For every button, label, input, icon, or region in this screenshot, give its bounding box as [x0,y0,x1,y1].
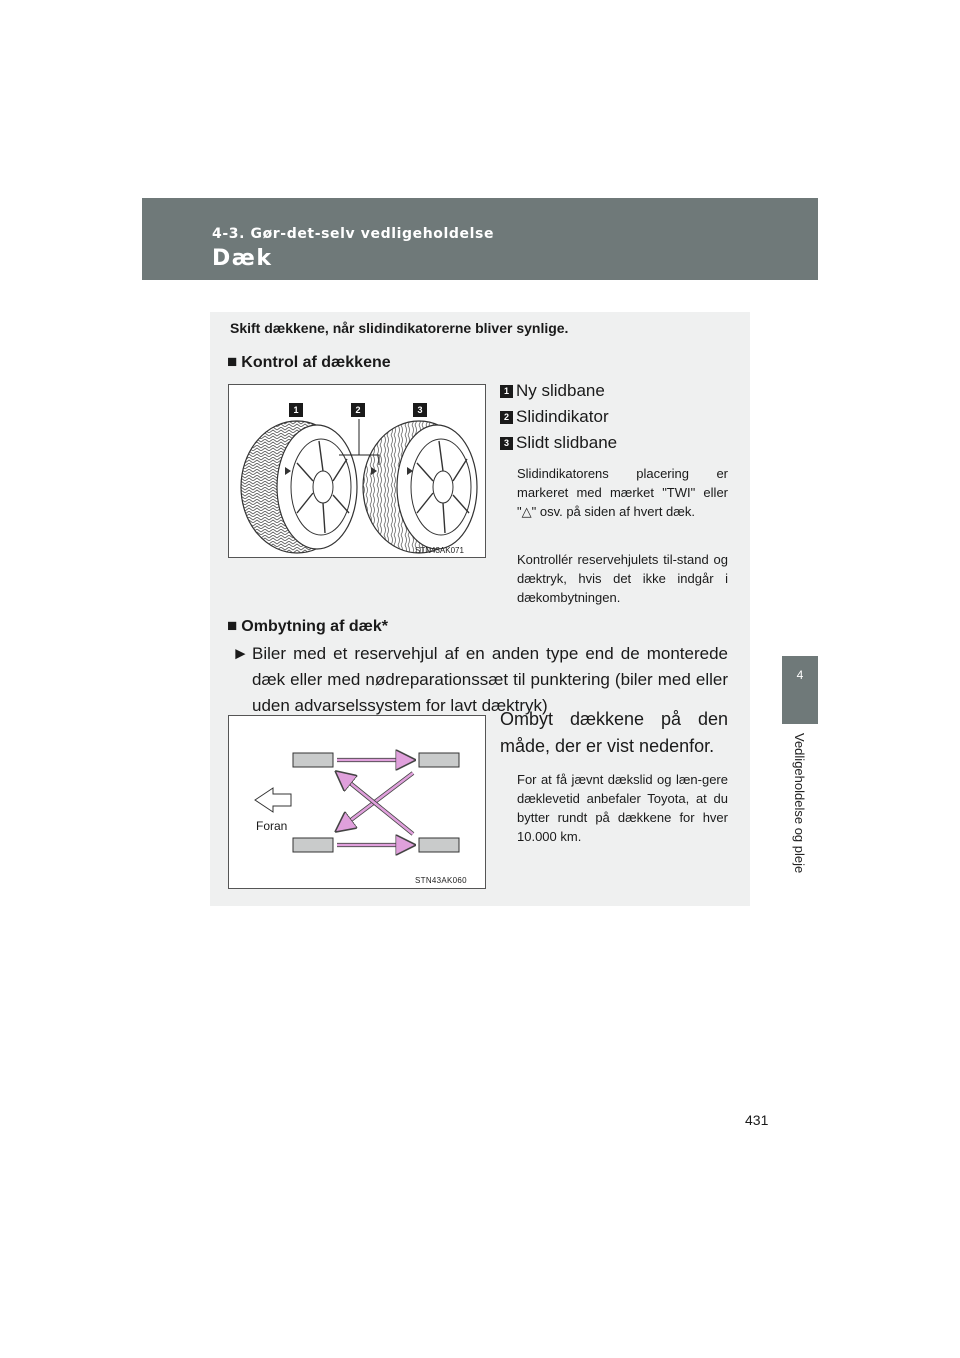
legend-item-2 [500,407,609,427]
legend-item-1 [500,381,605,401]
legend-text: Ny slidbane [516,381,605,400]
page-number: 431 [745,1112,769,1128]
section-heading-rotation [227,616,388,636]
note-indicator-location: Slidindikatorens placering er markeret med mærket "TWI" eller "△" osv. på siden af hvert dæk. [517,466,728,519]
section-title: 4-3. Gør-det-selv vedligeholdelse [212,226,495,242]
bullet-text: Biler med et reservehjul af en anden type end de monterede dæk eller med nødreparationssæt til punktering (biler med eller uden advarselssystem for lavt dæktryk) [252,644,728,715]
rotation-diagram [229,716,485,888]
tire-front-left [293,753,333,767]
triangle-right-icon: ► [232,644,249,663]
section-heading-text: Ombytning af dæk* [241,618,388,635]
figure-code: STN43AK060 [415,876,467,885]
legend-number: 1 [500,385,513,398]
note-spare-tire: Kontrollér reservehjulets til-stand og dæktryk, hvis det ikke indgår i dækombytningen. [517,552,728,605]
figure-code: STN43AK071 [415,546,464,555]
legend-number: 3 [500,437,513,450]
legend-number: 2 [500,411,513,424]
section-heading-text: Kontrol af dækkene [241,354,391,371]
marker-1: 1 [289,403,303,417]
legend-text: Slidt slidbane [516,433,618,452]
tire-wear-figure [228,384,486,558]
square-bullet-icon: ■ [227,352,238,371]
rotation-instruction: Ombyt dækkene på den måde, der er vist nedenfor. [500,709,728,756]
front-label: Foran [256,819,288,833]
chapter-label-text: Vedligeholdelse og pleje [792,733,807,874]
worn-tire [363,421,477,553]
section-heading-check [227,352,391,372]
intro-text: Skift dækkene, når slidindikatorerne bliver synlige. [230,320,569,336]
page-title: Dæk [212,246,273,271]
marker-3: 3 [413,403,427,417]
marker-2: 2 [351,403,365,417]
legend-text: Slidindikator [516,407,609,426]
new-tire [241,421,357,553]
tire-rotation-figure [228,715,486,889]
front-arrow-icon [255,788,291,812]
chapter-header [142,198,818,280]
square-bullet-icon: ■ [227,616,238,635]
chapter-tab: 4 [782,656,818,724]
tire-front-right [293,838,333,852]
tire-rear-right [419,838,459,852]
note-rotation-interval: For at få jævnt dækslid og læn-gere dæklevetid anbefaler Toyota, at du bytter rundt på dækkene for hver 10.000 km. [517,772,728,844]
legend-item-3 [500,433,617,453]
chapter-label [790,733,810,893]
tire-rear-left [419,753,459,767]
